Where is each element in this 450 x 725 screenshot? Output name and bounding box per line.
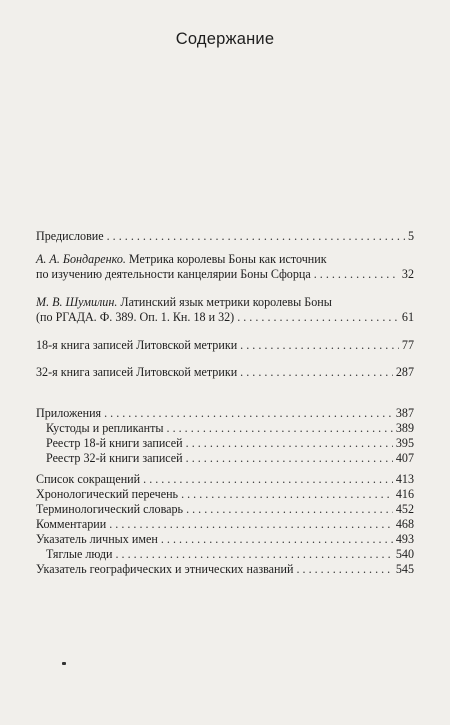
dot-leader [107,229,405,244]
entry-title: Указатель географических и этнических названий [36,562,294,576]
print-mark [62,662,66,665]
page-number: 452 [395,502,414,516]
entry-title: Комментарии [36,517,107,531]
dot-leader [314,267,399,282]
page-number: 413 [395,472,414,486]
entry-title-line: Латинский язык метрики королевы Боны [117,295,332,309]
dot-leader [167,421,393,436]
toc-entry-comments [36,517,414,532]
page-number: 77 [401,338,414,352]
page-number: 545 [395,562,414,576]
entry-title: Тяглые люди [46,547,113,561]
dot-leader [186,451,393,466]
entry-title: Терминологический словарь [36,502,184,516]
toc-entry-shumilin [36,295,414,325]
dot-leader [115,547,392,562]
toc-entry-tyaglye [36,547,414,562]
page-number: 540 [395,547,414,561]
toc-entry-custodes [36,421,414,436]
entry-title: по изучению деятельности канцелярии Боны Сфорца [36,267,311,281]
toc-entry-bondarenko [36,252,414,282]
toc-entry-preface [36,229,414,244]
dot-leader [104,406,393,421]
page-number: 395 [395,436,414,450]
entry-title-line: Метрика королевы Боны как источник [125,252,327,266]
dot-leader [109,517,393,532]
entry-title: Список сокращений [36,472,141,486]
dot-leader [296,562,392,577]
entry-title: Реестр 32-й книги записей [46,451,183,465]
page-number: 61 [401,310,414,324]
dot-leader [161,532,393,547]
entry-title: 32-я книга записей Литовской метрики [36,365,238,379]
page-number: 32 [401,267,414,281]
toc-entry-chronology [36,487,414,502]
entry-title: Указатель личных имен [36,532,158,546]
toc-entry-register-18 [36,436,414,451]
toc-entry-book-32 [36,365,414,380]
entry-title: Хронологический перечень [36,487,179,501]
dot-leader [186,502,393,517]
dot-leader [237,310,399,325]
dot-leader [143,472,393,487]
page-title: Содержание [175,30,275,48]
toc-entry-appendices [36,406,414,421]
entry-author: А. А. Бондаренко. [36,252,126,266]
dot-leader [186,436,393,451]
entry-author: М. В. Шумилин. [36,295,118,309]
dot-leader [240,338,399,353]
page-number: 389 [395,421,414,435]
toc-entry-abbreviations [36,472,414,487]
dot-leader [240,365,393,380]
toc-entry-glossary [36,502,414,517]
page-number: 407 [395,451,414,465]
entry-title: Приложения [36,406,102,420]
page-number: 5 [407,229,414,243]
toc-entry-book-18 [36,338,414,353]
toc-entry-name-index [36,532,414,547]
page-number: 387 [395,406,414,420]
page-number: 287 [395,365,414,379]
entry-title: (по РГАДА. Ф. 389. Оп. 1. Кн. 18 и 32) [36,310,235,324]
dot-leader [181,487,393,502]
entry-title: Кустоды и репликанты [46,421,164,435]
entry-title: Предисловие [36,229,104,243]
toc-entry-geo-index [36,562,414,577]
entry-title: 18-я книга записей Литовской метрики [36,338,238,352]
entry-title: Реестр 18-й книги записей [46,436,183,450]
page-number: 416 [395,487,414,501]
page-number: 493 [395,532,414,546]
toc-entry-register-32 [36,451,414,466]
page-number: 468 [395,517,414,531]
